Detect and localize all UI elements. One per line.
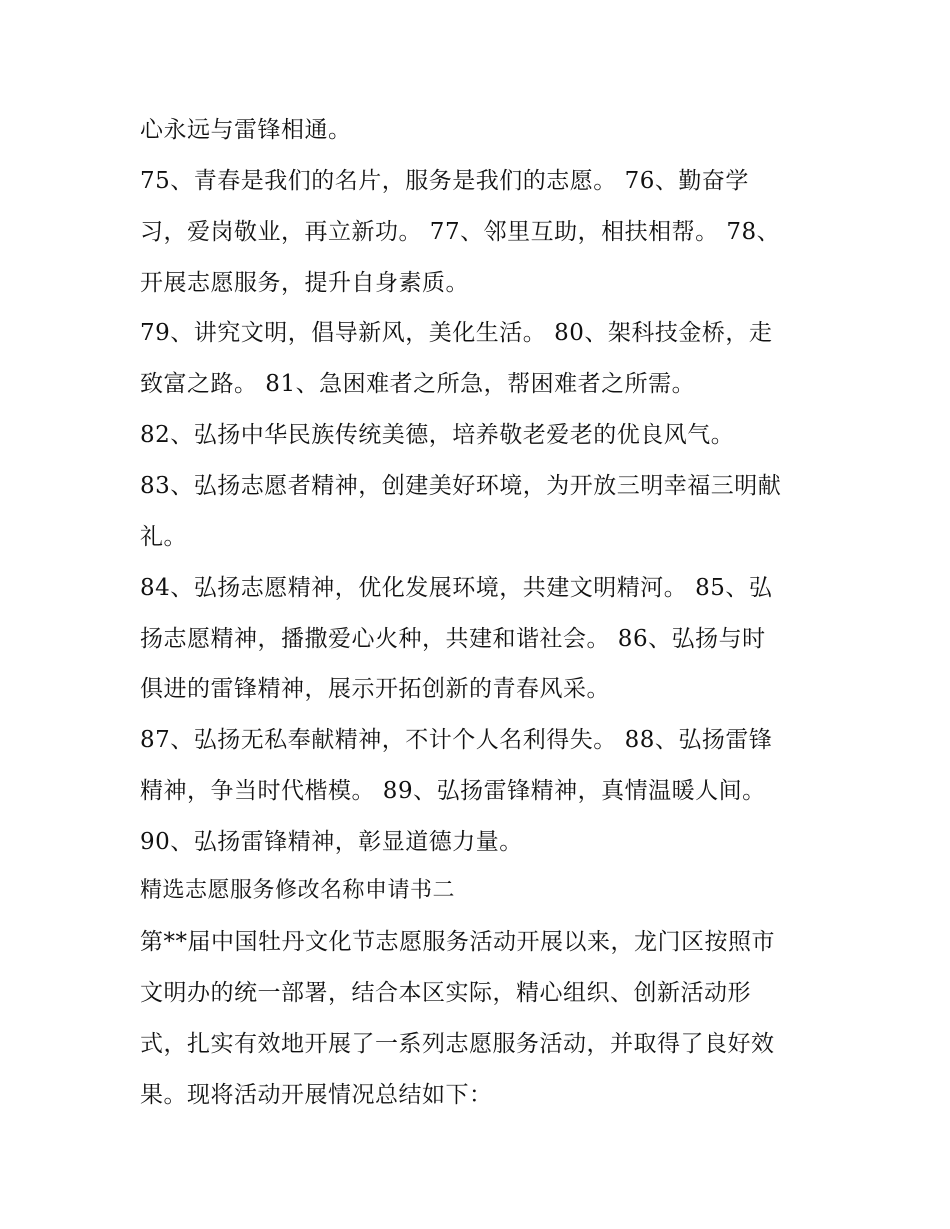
text-line: 文明办的统一部署，结合本区实际，精心组织、创新活动形 [140,980,751,1006]
text-line: 致富之路。 81、急困难者之所急，帮困难者之所需。 [140,371,696,397]
text-line: 83、弘扬志愿者精神，创建美好环境，为开放三明幸福三明献 [140,473,782,499]
text-line: 礼。 [140,524,187,550]
text-line: 第**届中国牡丹文化节志愿服务活动开展以来，龙门区按照市 [140,929,775,955]
text-line: 式，扎实有效地开展了一系列志愿服务活动，并取得了良好效 [140,1031,775,1057]
text-line: 习，爱岗敬业，再立新功。 77、邻里互助，相扶相帮。 78、 [140,219,781,245]
text-line: 87、弘扬无私奉献精神，不计个人名利得失。 88、弘扬雷锋 [140,727,773,753]
text-line: 心永远与雷锋相通。 [140,117,352,143]
text-line: 84、弘扬志愿精神，优化发展环境，共建文明精河。 85、弘 [140,575,773,601]
text-line: 79、讲究文明，倡导新风，美化生活。 80、架科技金桥，走 [140,320,773,346]
text-line: 开展志愿服务，提升自身素质。 [140,270,469,296]
text-line: 扬志愿精神，播撒爱心火种，共建和谐社会。 86、弘扬与时 [140,626,766,652]
text-line: 俱进的雷锋精神，展示开拓创新的青春风采。 [140,676,610,702]
text-line: 果。现将活动开展情况总结如下： [140,1082,493,1108]
text-line: 精神，争当时代楷模。 89、弘扬雷锋精神，真情温暖人间。 [140,778,766,804]
section-heading: 精选志愿服务修改名称申请书二 [140,878,456,903]
text-line: 82、弘扬中华民族传统美德，培养敬老爱老的优良风气。 [140,422,735,448]
text-line: 75、青春是我们的名片，服务是我们的志愿。 76、勤奋学 [140,168,749,194]
text-line: 90、弘扬雷锋精神，彰显道德力量。 [140,829,523,855]
